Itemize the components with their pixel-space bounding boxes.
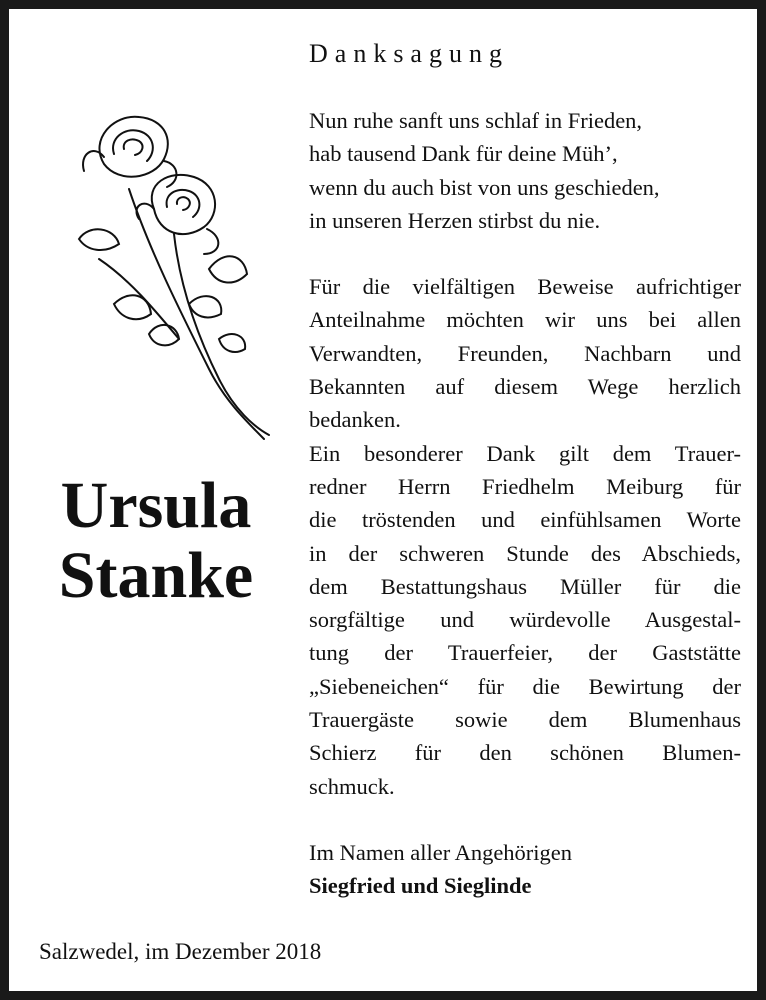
deceased-last-name: Stanke: [58, 539, 254, 612]
verse-line: in unseren Herzen stirbst du nie.: [309, 207, 601, 233]
thanks-line: tung der Trauerfeier, der Gaststätte: [309, 640, 741, 666]
thanks-line: Anteilnahme möchten wir uns bei allen: [309, 307, 741, 333]
thanks-line: in der schweren Stunde des Abschieds,: [309, 540, 741, 566]
thanks-line: Für die vielfältigen Beweise aufrichtiger: [309, 274, 741, 300]
place-date: Salzwedel, im Dezember 2018: [39, 939, 322, 964]
thanks-line: redner Herrn Friedhelm Meiburg für: [309, 473, 741, 499]
thanks-line: Trauergäste sowie dem Blumenhaus: [309, 707, 741, 733]
memorial-verse: [309, 104, 741, 237]
thanks-line: Schierz für den schönen Blumen-: [309, 740, 741, 766]
verse-line: Nun ruhe sanft uns schlaf in Frieden,: [309, 108, 643, 133]
thanks-line: sorgfältige und würdevolle Ausgestal-: [309, 607, 741, 633]
notice-heading: Danksagung: [309, 39, 509, 68]
closing-line: Im Namen aller Angehörigen: [309, 839, 573, 865]
thanks-paragraph: [309, 270, 741, 803]
verse-line: wenn du auch bist von uns geschieden,: [309, 174, 660, 200]
deceased-first-name: Ursula: [60, 469, 252, 542]
deceased-name: [41, 471, 271, 611]
thanks-line: Bekannten auf diesem Wege herzlich: [309, 374, 741, 400]
thanks-line: schmuck.: [309, 773, 395, 799]
thanks-line: „Siebeneichen“ für die Bewirtung der: [309, 673, 741, 699]
roses-illustration: [59, 109, 279, 449]
signers: Siegfried und Sieglinde: [309, 873, 532, 899]
thanks-line: Verwandten, Freunden, Nachbarn und: [309, 340, 741, 366]
verse-line: hab tausend Dank für deine Müh’,: [309, 141, 618, 167]
thanks-line: dem Bestattungshaus Müller für die: [309, 573, 741, 599]
thanks-line: bedanken.: [309, 407, 401, 433]
thanks-line: die tröstenden und einfühlsamen Worte: [309, 507, 741, 533]
notice-body: [309, 104, 741, 903]
thanks-line: Ein besonderer Dank gilt dem Trauer-: [309, 440, 741, 466]
